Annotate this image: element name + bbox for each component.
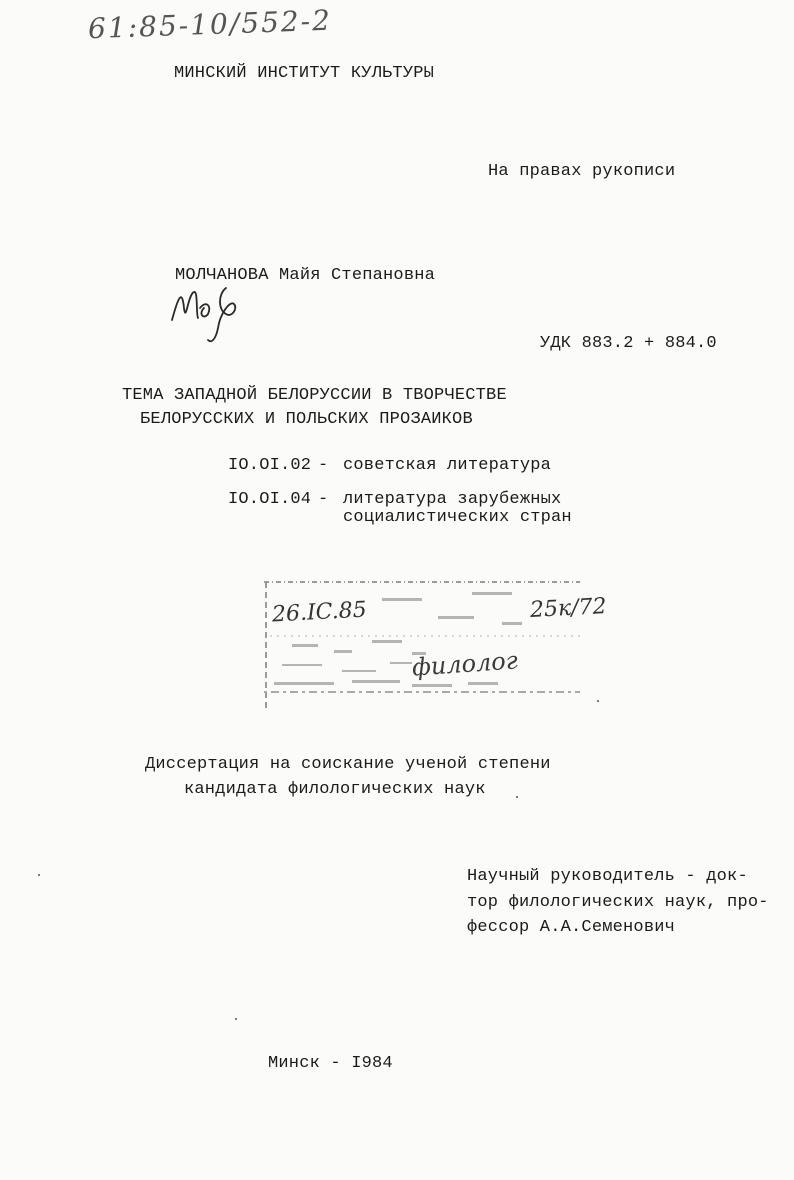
handwritten-archive-note: 61:85-10/552-2 <box>87 3 333 46</box>
author-name: МОЛЧАНОВА Майя Степановна <box>175 266 436 285</box>
scan-speck <box>38 874 40 876</box>
scan-speck <box>516 796 518 798</box>
place-and-year: Минск - I984 <box>268 1054 393 1073</box>
author-signature <box>168 284 248 346</box>
specialty-2-name-line-2: социалистических стран <box>343 508 572 527</box>
specialty-1-name: советская литература <box>343 456 552 475</box>
specialty-1-code: IO.OI.02 <box>228 456 312 475</box>
udc-code: УДК 883.2 + 884.0 <box>540 334 717 353</box>
scan-speck <box>597 700 599 702</box>
specialty-2-name-line-1: литература зарубежных <box>343 490 562 509</box>
dissertation-title-line-2: БЕЛОРУССКИХ И ПОЛЬСКИХ ПРОЗАИКОВ <box>140 410 473 429</box>
supervisor-line-2: тор филологических наук, про- <box>467 893 769 912</box>
dissertation-statement-line-1: Диссертация на соискание ученой степени <box>145 755 551 774</box>
specialty-1-dash: - <box>318 456 329 475</box>
stamp-date: 26.IC.85 <box>271 597 368 628</box>
registration-stamp <box>262 578 608 714</box>
supervisor-line-3: фессор А.А.Семенович <box>467 918 676 937</box>
supervisor-line-1: Научный руководитель - док- <box>467 867 748 886</box>
stamp-field: филолог <box>411 646 519 682</box>
scan-speck <box>235 1018 237 1020</box>
specialty-2-code: IO.OI.04 <box>228 490 312 509</box>
dissertation-statement-line-2: кандидата филологических наук <box>184 780 486 799</box>
manuscript-rights-note: На правах рукописи <box>488 162 676 181</box>
institution-name: МИНСКИЙ ИНСТИТУТ КУЛЬТУРЫ <box>174 64 435 83</box>
stamp-number: 25к/72 <box>529 594 608 623</box>
specialty-2-dash: - <box>318 490 329 509</box>
dissertation-title-line-1: ТЕМА ЗАПАДНОЙ БЕЛОРУССИИ В ТВОРЧЕСТВЕ <box>122 386 507 405</box>
